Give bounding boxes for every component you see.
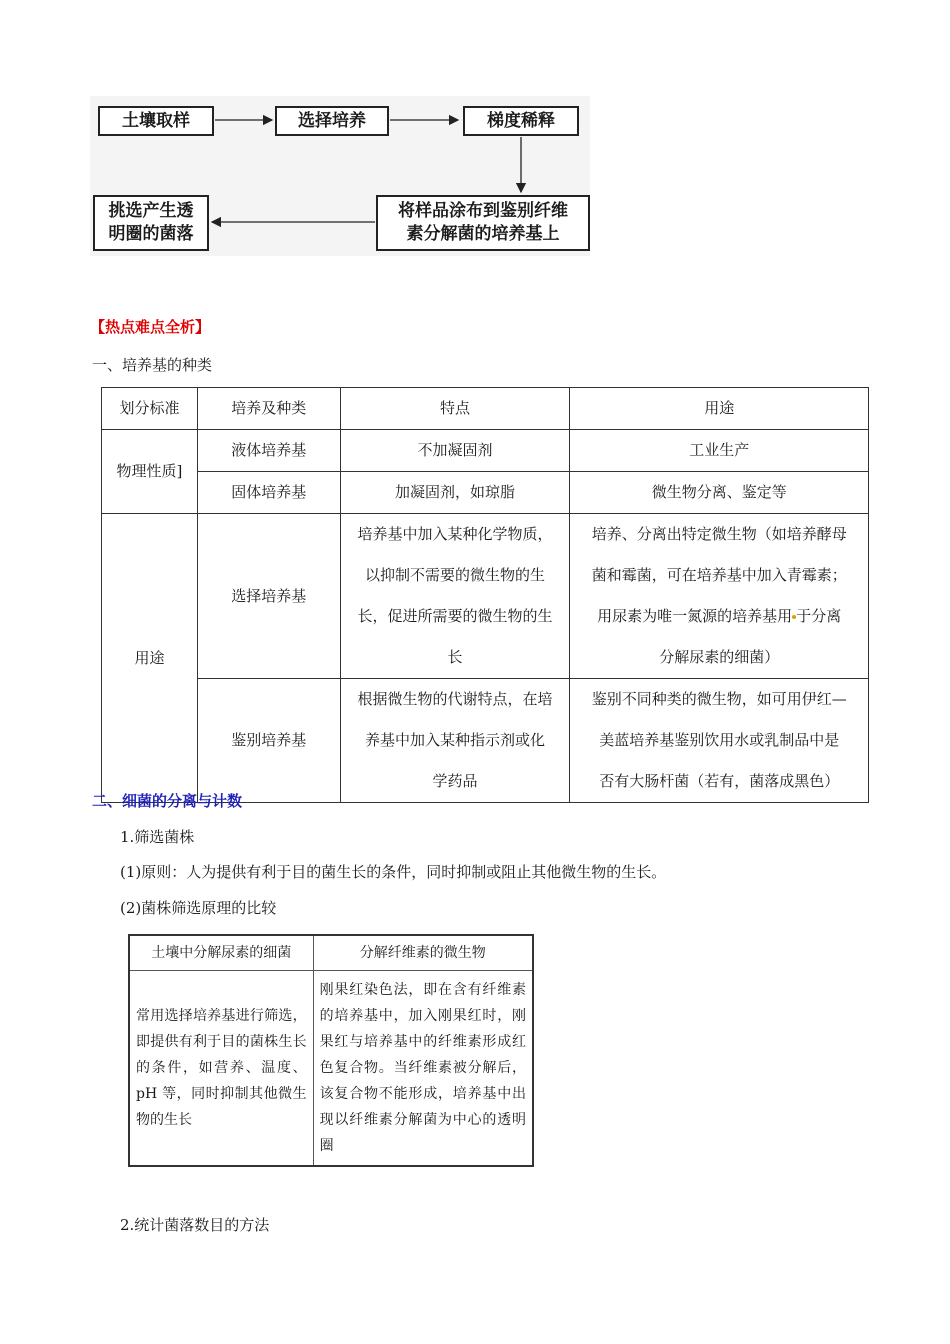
flow-box-spread-plate [376, 195, 590, 251]
table-cell: 微生物分离、鉴定等 [570, 472, 869, 514]
text-line: 长，促进所需要的微生物的生 [357, 607, 553, 625]
table-row [102, 430, 869, 472]
flow-box-gradient-dilution [463, 106, 579, 136]
text-line: 否有大肠杆菌（若有，菌落成黑色） [599, 772, 840, 790]
text-line: 以抑制不需要的微生物的生 [365, 566, 546, 584]
paragraph-principle: (1)原则：人为提供有利于目的菌生长的条件，同时抑制或阻止其他微生物的生长。 [120, 863, 667, 881]
flow-box-label: 明圈的菌落 [108, 224, 194, 244]
text-line: 养基中加入某种指示剂或化 [365, 731, 546, 749]
screening-comparison-table [128, 934, 534, 1167]
table-header-cell: 培养及种类 [197, 388, 340, 430]
table-cell: 工业生产 [570, 430, 869, 472]
text-line: 菌和霉菌，可在培养基中加入青霉素； [591, 566, 847, 584]
section-1-title: 一、培养基的种类 [92, 356, 213, 374]
table-header-cell: 划分标准 [102, 388, 198, 430]
table-cell: 选择培养基 [197, 514, 340, 679]
table-row [129, 971, 533, 1167]
table-cell-use [570, 514, 869, 679]
table-header-cell: 土壤中分解尿素的细菌 [129, 935, 313, 971]
flow-box-label: 梯度稀释 [487, 110, 555, 131]
table-cell: 不加凝固剂 [340, 430, 570, 472]
flow-box-label: 素分解菌的培养基上 [406, 224, 560, 244]
table-cell: 液体培养基 [197, 430, 340, 472]
table-row [102, 514, 869, 679]
table-cell: 加凝固剂，如琼脂 [340, 472, 570, 514]
culture-medium-table [101, 387, 869, 803]
table-header-row [129, 935, 533, 971]
table-header-row [102, 388, 869, 430]
table-cell-cellulose-microbes: 刚果红染色法，即在含有纤维素的培养基中，加入刚果红时，刚果红与培养基中的纤维素形成红色复合物。当纤维素被分解后，该复合物不能形成，培养基中出现以纤维素分解菌为中心的透明圈 [313, 971, 533, 1167]
table-cell-use [570, 679, 869, 803]
text-line: 根据微生物的代谢特点，在培 [357, 690, 553, 708]
flow-box-pick-colonies [93, 195, 209, 251]
table-header-cell: 特点 [340, 388, 570, 430]
table-cell-urea-bacteria: 常用选择培养基进行筛选，即提供有利于目的菌株生长的条件，如营养、温度、pH 等，同时抑制其他微生物的生长 [129, 971, 313, 1167]
category-usage: 用途 [102, 514, 198, 803]
text-line: 鉴别不同种类的微生物，如可用伊红— [591, 690, 847, 708]
flow-box-soil-sampling [98, 106, 214, 136]
flow-box-label: 将样品涂布到鉴别纤维 [398, 201, 568, 221]
text-line: 学药品 [432, 772, 478, 790]
paragraph-screening: 1.筛选菌株 [120, 828, 195, 846]
paragraph-counting-methods: 2.统计菌落数目的方法 [120, 1216, 270, 1234]
flow-box-label: 土壤取样 [122, 110, 190, 131]
text-line: 美蓝培养基鉴别饮用水或乳制品中是 [599, 731, 840, 749]
table-header-cell: 分解纤维素的微生物 [313, 935, 533, 971]
flow-box-selective-culture [275, 106, 389, 136]
flow-diagram [90, 96, 590, 256]
paragraph-comparison: (2)菌株筛选原理的比较 [120, 899, 277, 917]
table-header-cell: 用途 [570, 388, 869, 430]
table-row [102, 679, 869, 803]
table-cell-feature [340, 679, 570, 803]
flow-box-label: 选择培养 [298, 110, 366, 131]
text-line [576, 596, 862, 637]
text-line: 培养基中加入某种化学物质， [357, 525, 553, 543]
text-fragment: 于分离 [796, 607, 842, 625]
section-2-title: 二、细菌的分离与计数 [92, 792, 243, 810]
hot-topics-heading: 【热点难点全析】 [90, 318, 211, 336]
text-fragment: 用尿素为唯一氮源的培养基用 [597, 607, 793, 625]
table-row [102, 472, 869, 514]
table-cell: 鉴别培养基 [197, 679, 340, 803]
text-line: 培养、分离出特定微生物（如培养酵母 [591, 525, 847, 543]
table-cell-feature [340, 514, 570, 679]
category-physical: 物理性质] [102, 430, 198, 514]
text-line: 长 [447, 648, 463, 666]
text-line: 分解尿素的细菌） [659, 648, 780, 666]
table-cell: 固体培养基 [197, 472, 340, 514]
flow-box-label: 挑选产生透 [108, 201, 194, 221]
